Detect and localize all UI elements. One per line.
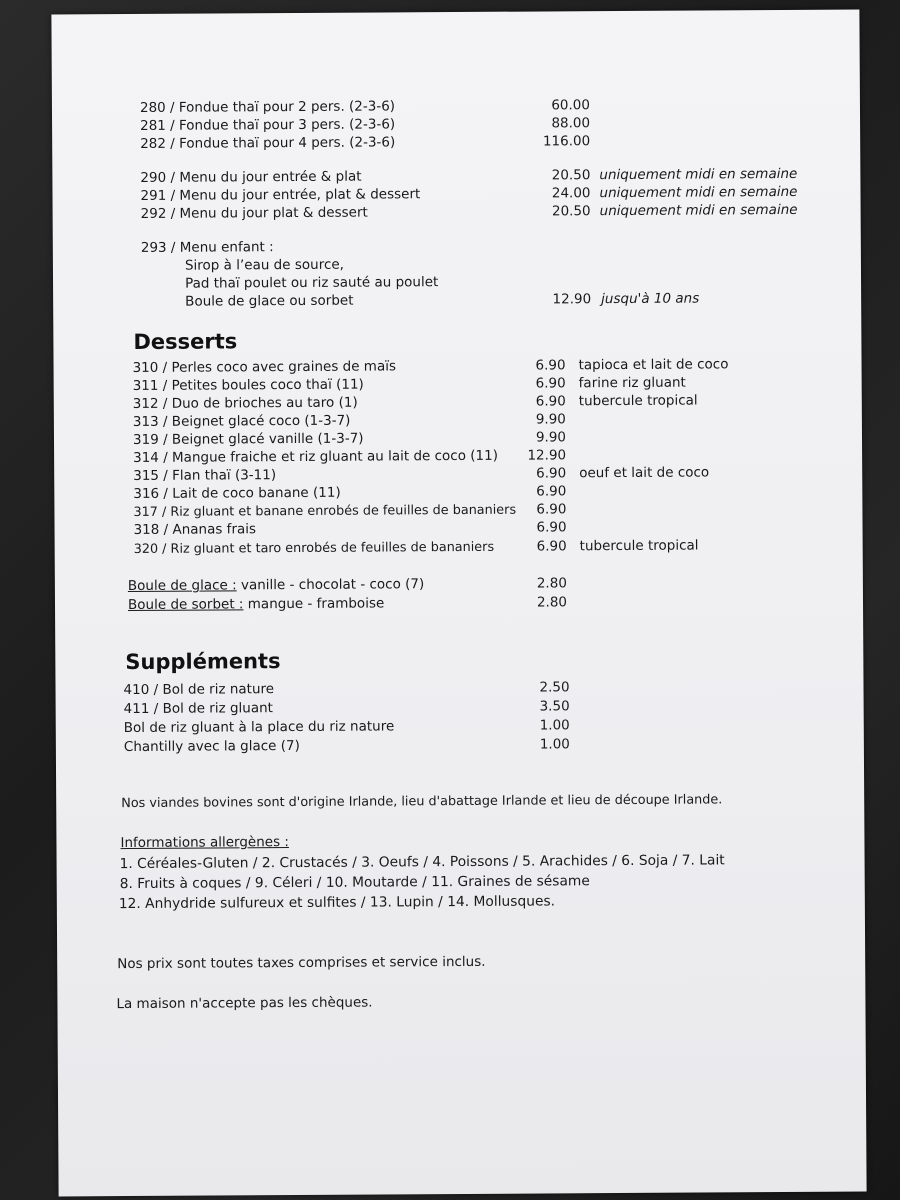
- item-note: tubercule tropical: [578, 392, 698, 410]
- item-flavours: vanille - chocolat - coco (7): [236, 576, 425, 594]
- item-price: 2.50: [539, 679, 570, 696]
- section-heading-desserts: Desserts: [133, 329, 238, 354]
- kids-menu-line: Boule de glace ou sorbet: [185, 292, 354, 310]
- item-description: [128, 576, 424, 595]
- item-price: 6.90: [536, 483, 567, 500]
- item-price: 12.90: [552, 291, 592, 308]
- item-note: uniquement midi en semaine: [599, 183, 798, 202]
- kids-menu-title: 293 / Menu enfant :: [140, 239, 274, 256]
- item-description: 310 / Perles coco avec graines de maïs: [132, 358, 397, 376]
- item-price: 6.90: [535, 357, 566, 374]
- item-description: 291 / Menu du jour entrée, plat & dessert: [140, 186, 421, 204]
- kids-menu-line: Pad thaï poulet ou riz sauté au poulet: [184, 274, 439, 292]
- cheque-note: La maison n'accepte pas les chèques.: [116, 994, 373, 1013]
- item-description: 317 / Riz gluant et banane enrobés de feuilles de bananiers: [133, 502, 517, 520]
- item-price: 88.00: [551, 115, 591, 132]
- section-heading-supplements: Suppléments: [125, 649, 281, 675]
- item-price: 6.90: [536, 501, 567, 518]
- item-description: 281 / Fondue thaï pour 3 pers. (2-3-6): [140, 116, 396, 134]
- item-price: 6.90: [536, 519, 567, 536]
- item-note: jusqu'à 10 ans: [601, 290, 700, 308]
- allergens-line: 1. Céréales-Gluten / 2. Crustacés / 3. Oeufs / 4. Poissons / 5. Arachides / 6. Soja / 7. Lait: [119, 852, 725, 873]
- item-note: uniquement midi en semaine: [599, 165, 798, 184]
- item-price: 20.50: [551, 203, 591, 220]
- item-note: tapioca et lait de coco: [578, 356, 729, 374]
- item-price: 2.80: [536, 575, 567, 592]
- item-description: [128, 595, 384, 614]
- item-price: 12.90: [527, 447, 567, 464]
- item-description: 314 / Mangue fraiche et riz gluant au lait de coco (11): [133, 447, 499, 466]
- item-label: Boule de glace :: [127, 577, 237, 595]
- item-note: uniquement midi en semaine: [599, 201, 798, 220]
- item-note: oeuf et lait de coco: [579, 464, 710, 482]
- item-flavours: mangue - framboise: [243, 595, 385, 613]
- item-price: 3.50: [539, 698, 570, 715]
- item-price: 9.90: [535, 429, 567, 446]
- item-price: 20.50: [551, 167, 591, 184]
- item-description: 315 / Flan thaï (3-11): [133, 467, 277, 484]
- item-description: 411 / Bol de riz gluant: [123, 700, 274, 718]
- item-description: 318 / Ananas frais: [133, 521, 257, 538]
- item-description: Chantilly avec la glace (7): [123, 737, 300, 756]
- item-price: 6.90: [536, 538, 567, 555]
- item-description: 320 / Riz gluant et taro enrobés de feuilles de bananiers: [133, 539, 495, 557]
- item-price: 24.00: [551, 185, 591, 202]
- allergens-line: 12. Anhydride sulfureux et sulfites / 13. Lupin / 14. Mollusques.: [118, 893, 556, 913]
- item-description: 282 / Fondue thaï pour 4 pers. (2-3-6): [140, 134, 396, 152]
- item-price: 9.90: [535, 411, 566, 428]
- item-label: Boule de sorbet :: [127, 596, 244, 614]
- item-description: Bol de riz gluant à la place du riz nature: [123, 718, 395, 737]
- item-price: 6.90: [536, 465, 567, 482]
- allergens-line: 8. Fruits à coques / 9. Céleri / 10. Moutarde / 11. Graines de sésame: [119, 873, 590, 893]
- item-description: 313 / Beignet glacé coco (1-3-7): [132, 412, 351, 430]
- item-description: 319 / Beignet glacé vanille (1-3-7): [132, 430, 364, 448]
- item-description: 410 / Bol de riz nature: [123, 681, 275, 699]
- item-price: 6.90: [535, 375, 566, 392]
- item-description: 292 / Menu du jour plat & dessert: [140, 204, 368, 222]
- origin-note: Nos viandes bovines sont d'origine Irlande, lieu d'abattage Irlande et lieu de découpe Irlande.: [121, 792, 723, 812]
- item-note: tubercule tropical: [579, 537, 699, 555]
- tax-note: Nos prix sont toutes taxes comprises et service inclus.: [117, 953, 486, 973]
- allergens-title: Informations allergènes :: [120, 834, 289, 852]
- kids-menu-line: Sirop à l’eau de source,: [184, 256, 344, 274]
- item-description: 316 / Lait de coco banane (11): [133, 484, 341, 502]
- item-price: 1.00: [539, 736, 570, 753]
- item-price: 2.80: [536, 594, 568, 611]
- item-description: 290 / Menu du jour entrée & plat: [140, 168, 362, 186]
- item-price: 1.00: [539, 717, 570, 734]
- item-price: 60.00: [551, 97, 591, 114]
- item-description: 280 / Fondue thaï pour 2 pers. (2-3-6): [139, 98, 396, 116]
- item-note: farine riz gluant: [578, 374, 686, 392]
- item-description: 312 / Duo de brioches au taro (1): [132, 394, 358, 412]
- item-price: 116.00: [542, 133, 591, 150]
- item-price: 6.90: [535, 393, 566, 410]
- menu-page: [51, 10, 866, 1197]
- item-description: 311 / Petites boules coco thaï (11): [132, 376, 364, 394]
